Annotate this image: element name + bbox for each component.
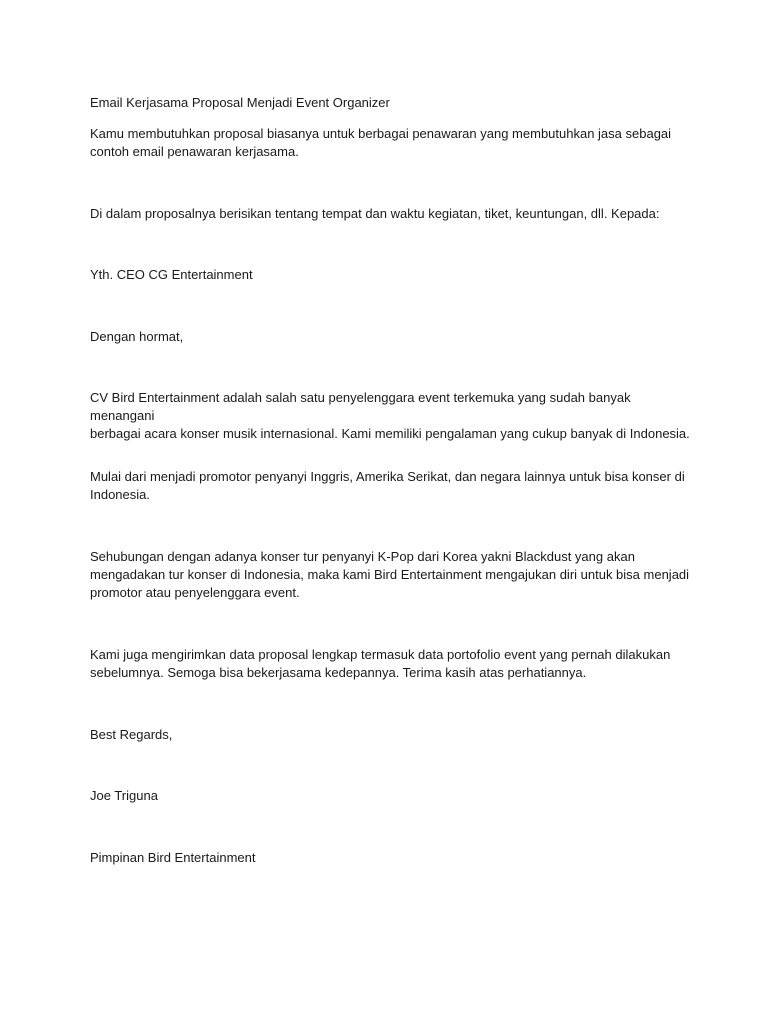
paragraph-proposal-contents: Di dalam proposalnya berisikan tentang tempat dan waktu kegiatan, tiket, keuntungan, dll. Kepada:	[90, 206, 660, 221]
document-title: Email Kerjasama Proposal Menjadi Event Organizer	[90, 95, 390, 110]
signer-name: Joe Triguna	[90, 788, 158, 803]
paragraph-closing: Kami juga mengirimkan data proposal lengkap termasuk data portofolio event yang pernah dilakukan sebelumnya. Semoga bisa bekerjasama kedepannya. Terima kasih atas perhatiannya.	[90, 647, 671, 680]
paragraph-company-intro: CV Bird Entertainment adalah salah satu penyelenggara event terkemuka yang sudah banyak menangani berbagai acara konser musik internasional. Kami memiliki pengalaman yang cukup banyak di Indonesia.	[90, 390, 690, 441]
paragraph-concert-proposal: Sehubungan dengan adanya konser tur penyanyi K-Pop dari Korea yakni Blackdust yang akan mengadakan tur konser di Indonesia, maka kami Bird Entertainment mengajukan diri untuk bisa menjadi promotor atau penyelenggara event.	[90, 549, 690, 600]
signer-title: Pimpinan Bird Entertainment	[90, 850, 256, 865]
greeting-line: Dengan hormat,	[90, 329, 184, 344]
paragraph-intro: Kamu membutuhkan proposal biasanya untuk berbagai penawaran yang membutuhkan jasa sebagai contoh email penawaran kerjasama.	[90, 126, 672, 159]
paragraph-promotor-experience: Mulai dari menjadi promotor penyanyi Inggris, Amerika Serikat, dan negara lainnya untuk bisa konser di Indonesia.	[90, 469, 685, 502]
recipient-line: Yth. CEO CG Entertainment	[90, 267, 253, 282]
sign-off: Best Regards,	[90, 727, 173, 742]
